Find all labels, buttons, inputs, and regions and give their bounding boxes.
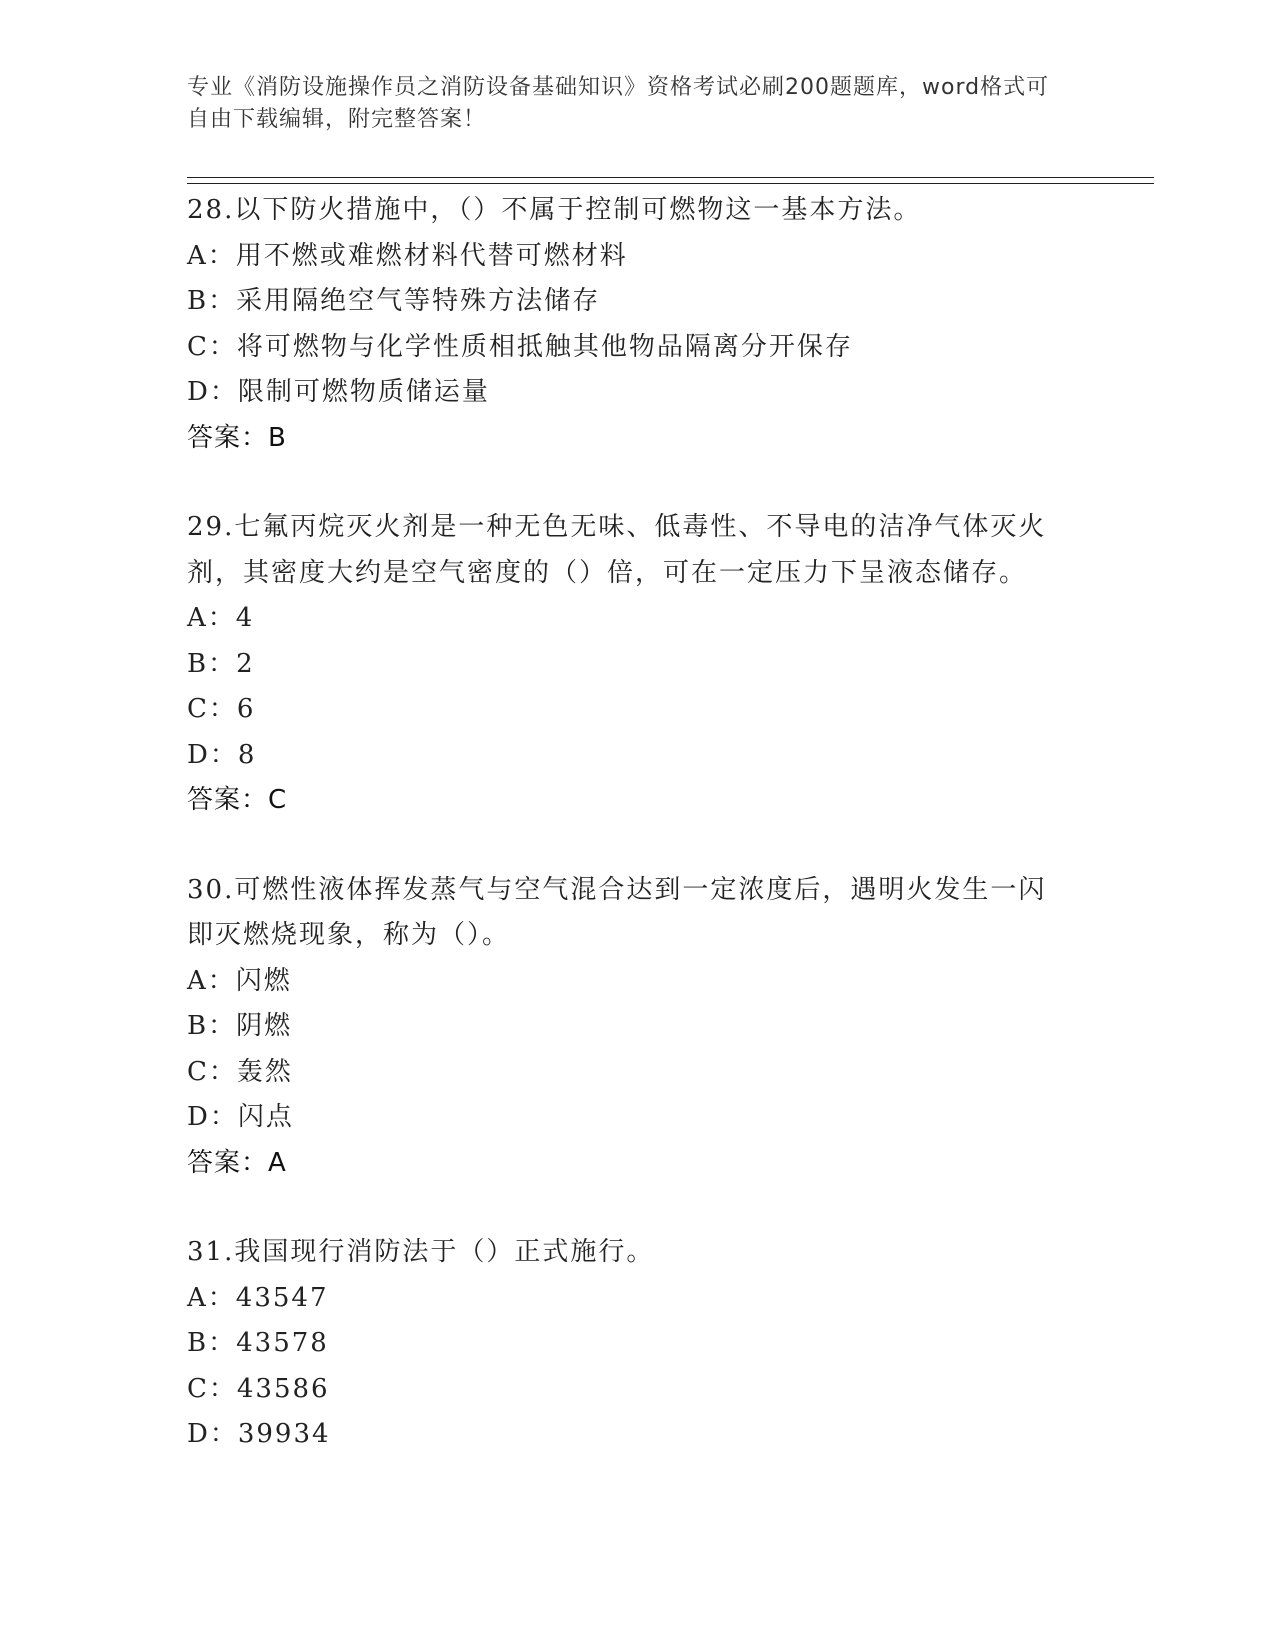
option-a: A：闪燃 (187, 965, 292, 996)
option-c: C：6 (187, 694, 256, 724)
option-b: B：43578 (187, 1328, 329, 1358)
header-rule-bottom (187, 183, 1154, 184)
answer-line: 答案：B (187, 422, 287, 453)
question-list (187, 188, 1087, 1502)
option-b: B：采用隔绝空气等特殊方法储存 (187, 286, 601, 316)
option-b: B：2 (187, 648, 255, 679)
option-d: D：8 (187, 739, 257, 770)
option-a: A：4 (187, 603, 255, 633)
option-a: A：用不燃或难燃材料代替可燃材料 (187, 240, 628, 271)
answer-line: 答案：A (187, 1147, 287, 1178)
header-rule-top (187, 177, 1154, 178)
option-c: C：43586 (187, 1373, 330, 1404)
question-stem: 31.我国现行消防法于（）正式施行。 (187, 1237, 655, 1267)
answer-line: 答案：C (187, 785, 288, 815)
option-d: D：限制可燃物质储运量 (187, 377, 490, 407)
option-a: A：43547 (187, 1282, 329, 1313)
document-header: 专业《消防设施操作员之消防设备基础知识》资格考试必刷200题题库，word格式可自由下载编辑，附完整答案！ (187, 75, 1050, 132)
option-d: D：闪点 (187, 1102, 294, 1132)
question-29 (187, 505, 1087, 824)
question-30 (187, 868, 1087, 1187)
question-31 (187, 1230, 1087, 1458)
option-c: C：将可燃物与化学性质相抵触其他物品隔离分开保存 (187, 331, 853, 362)
question-stem: 29.七氟丙烷灭火剂是一种无色无味、低毒性、不导电的洁净气体灭火剂，其密度大约是空气密度的（）倍，可在一定压力下呈液态储存。 (187, 512, 1047, 588)
question-stem: 30.可燃性液体挥发蒸气与空气混合达到一定浓度后，遇明火发生一闪即灭燃烧现象，称为（）。 (187, 874, 1047, 950)
option-c: C：轰然 (187, 1056, 293, 1087)
question-stem: 28.以下防火措施中，（）不属于控制可燃物这一基本方法。 (187, 195, 922, 225)
option-b: B：阴燃 (187, 1011, 293, 1041)
option-d: D：39934 (187, 1419, 331, 1449)
question-28 (187, 188, 1087, 461)
